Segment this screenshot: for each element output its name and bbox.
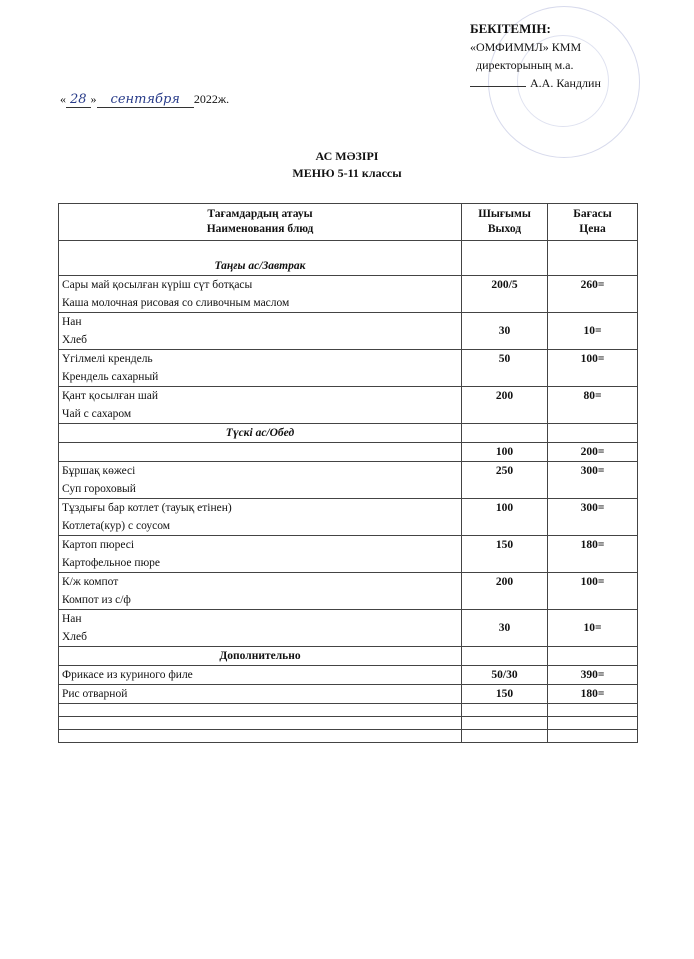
table-cell — [59, 536, 462, 573]
table-cell: 150 — [462, 685, 548, 704]
approval-signature-row — [470, 74, 601, 92]
cell-text-line: Картофельное пюре — [62, 557, 161, 569]
cell-text-line: Нан — [62, 316, 82, 328]
table-row — [59, 387, 638, 424]
section-label: Таңғы ас/Завтрак — [59, 241, 462, 276]
table-cell: Рис отварной — [59, 685, 462, 704]
empty-row — [59, 704, 638, 717]
table-cell: 150 — [462, 536, 548, 573]
table-cell — [59, 462, 462, 499]
date-day: 28 — [66, 92, 91, 108]
table-cell — [59, 276, 462, 313]
table-row — [59, 313, 638, 350]
table-cell — [548, 717, 638, 730]
page-title — [0, 148, 694, 182]
section-label: Түскі ас/Обед — [59, 424, 462, 443]
table-row — [59, 685, 638, 704]
empty-row — [59, 730, 638, 743]
title-line-2: МЕНЮ 5-11 классы — [292, 166, 402, 180]
section-extra — [59, 647, 638, 666]
table-row — [59, 350, 638, 387]
date-open-quote: « — [60, 92, 66, 106]
cell-text-line: Картоп пюресі — [62, 539, 135, 551]
table-row — [59, 666, 638, 685]
table-cell — [59, 717, 462, 730]
table-cell: 10= — [548, 313, 638, 350]
approval-name: А.А. Кандлин — [530, 76, 601, 90]
table-cell — [59, 730, 462, 743]
cell-text-line: Тұздығы бар котлет (тауық етінен) — [62, 502, 232, 514]
cell-text-line: Бағасы — [573, 208, 612, 220]
table-cell: 30 — [462, 610, 548, 647]
table-cell: 50 — [462, 350, 548, 387]
table-cell — [548, 704, 638, 717]
table-cell — [59, 387, 462, 424]
table-cell — [59, 704, 462, 717]
table-cell — [59, 573, 462, 610]
table-cell — [462, 730, 548, 743]
table-cell: Фрикасе из куриного филе — [59, 666, 462, 685]
date-line — [60, 92, 229, 107]
cell-text-line: Хлеб — [62, 334, 87, 346]
cell-text-line: Каша молочная рисовая со сливочным маслом — [62, 297, 290, 309]
table-row — [59, 462, 638, 499]
table-cell: 30 — [462, 313, 548, 350]
table-row — [59, 573, 638, 610]
table-cell: 200 — [462, 387, 548, 424]
section-breakfast — [59, 241, 638, 276]
approval-title: БЕКІТЕМІН: — [470, 21, 551, 36]
table-cell — [548, 730, 638, 743]
table-cell — [59, 610, 462, 647]
table-cell: 300= — [548, 462, 638, 499]
table-cell: 100 — [462, 443, 548, 462]
table-row — [59, 443, 638, 462]
table-cell — [59, 313, 462, 350]
table-header-row — [59, 204, 638, 241]
section-lunch — [59, 424, 638, 443]
table-cell — [548, 241, 638, 276]
cell-text-line: Суп гороховый — [62, 483, 136, 495]
cell-text-line: Тағамдардың атауы — [207, 208, 313, 220]
approval-org: «ОМФИММЛ» КММ — [470, 40, 582, 54]
table-cell — [59, 443, 462, 462]
cell-text-line: Сары май қосылған күріш сүт ботқасы — [62, 279, 253, 291]
cell-text-line: Чай с сахаром — [62, 408, 132, 420]
cell-text-line: Компот из с/ф — [62, 594, 131, 606]
cell-text-line: Выход — [487, 223, 522, 235]
table-cell: 200/5 — [462, 276, 548, 313]
empty-row — [59, 717, 638, 730]
table-cell: 100= — [548, 350, 638, 387]
table-cell: 100= — [548, 573, 638, 610]
table-cell — [59, 499, 462, 536]
table-cell — [59, 350, 462, 387]
cell-text-line: Котлета(кур) с соусом — [62, 520, 171, 532]
cell-text-line: Наименования блюд — [206, 223, 314, 235]
table-cell — [462, 647, 548, 666]
date-year: 2022ж. — [193, 92, 230, 106]
table-cell: 180= — [548, 685, 638, 704]
table-cell: 10= — [548, 610, 638, 647]
table-cell — [548, 647, 638, 666]
table-row — [59, 610, 638, 647]
date-month: сентября — [97, 92, 194, 108]
table-cell — [548, 424, 638, 443]
table-cell: 50/30 — [462, 666, 548, 685]
approval-position: директорының м.а. — [476, 58, 574, 72]
header-output — [462, 204, 548, 241]
title-line-1: АС МӘЗІРІ — [315, 149, 379, 163]
table-cell: 250 — [462, 462, 548, 499]
section-label: Дополнительно — [59, 647, 462, 666]
table-cell: 200= — [548, 443, 638, 462]
table-cell: 100 — [462, 499, 548, 536]
table-cell: 260= — [548, 276, 638, 313]
table-row — [59, 276, 638, 313]
cell-text-line: Үгілмелі крендель — [62, 353, 153, 365]
table-cell — [462, 717, 548, 730]
cell-text-line: К/ж компот — [62, 576, 119, 588]
table-cell: 300= — [548, 499, 638, 536]
cell-text-line: Нан — [62, 613, 82, 625]
table-cell — [462, 704, 548, 717]
table-cell: 200 — [462, 573, 548, 610]
approval-block — [470, 20, 601, 92]
cell-text-line: Шығымы — [478, 208, 531, 220]
table-cell: 80= — [548, 387, 638, 424]
cell-text-line: Бұршақ көжесі — [62, 465, 136, 477]
menu-table — [58, 203, 638, 743]
cell-text-line: Цена — [579, 223, 606, 235]
table-row — [59, 536, 638, 573]
cell-text-line: Қант қосылған шай — [62, 390, 158, 402]
table-cell: 390= — [548, 666, 638, 685]
cell-text-line: Крендель сахарный — [62, 371, 159, 383]
cell-text-line: Хлеб — [62, 631, 87, 643]
table-cell — [462, 241, 548, 276]
table-cell: 180= — [548, 536, 638, 573]
header-price — [548, 204, 638, 241]
header-name — [59, 204, 462, 241]
signature-line — [470, 86, 526, 87]
date-close-quote: » — [90, 92, 97, 106]
table-row — [59, 499, 638, 536]
table-cell — [462, 424, 548, 443]
